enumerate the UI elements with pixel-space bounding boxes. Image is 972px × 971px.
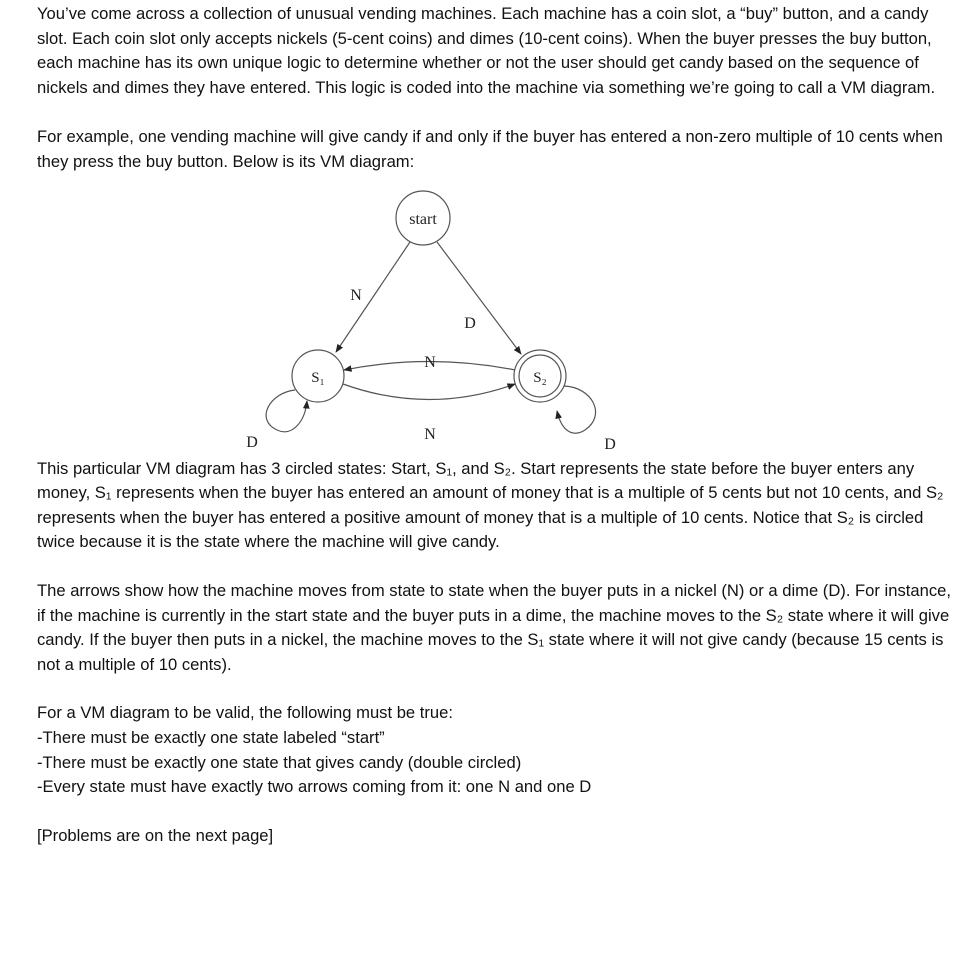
footer-note: [Problems are on the next page]	[37, 825, 274, 845]
vm-diagram-svg	[37, 175, 962, 457]
rule-item-1: -There must be exactly one state labeled “start”	[37, 727, 385, 747]
edge-start-to-s1-label: N	[350, 286, 362, 304]
edge-s2-loop	[557, 386, 596, 433]
edge-s2-to-s1-label: N	[424, 353, 436, 371]
rule-item-2: -There must be exactly one state that gives candy (double circled)	[37, 752, 522, 772]
validity-intro: For a VM diagram to be valid, the following must be true:	[37, 703, 453, 723]
edge-start-to-s2-label: D	[464, 314, 476, 332]
edge-s1-to-s2	[343, 384, 515, 400]
states-description-paragraph: This particular VM diagram has 3 circled states: Start, S₁, and S₂. Start represents the state before the buyer enters any money, S₁ represents when the buyer has entered an amount of money that is a multiple of 5 cents but not 10 cents, and S₂ represents when the buyer has entered a positive amount of money that is a multiple of 10 cents. Notice that S₂ is circled twice because it is the state where the machine will give candy.	[37, 458, 944, 552]
edge-start-to-s2	[437, 242, 521, 354]
edge-start-to-s1	[336, 242, 410, 352]
document-page	[37, 2, 962, 848]
edge-s1-loop-label: D	[246, 433, 258, 451]
arrows-description-paragraph: The arrows show how the machine moves from state to state when the buyer puts in a nickel (N) or a dime (D). For instance, if the machine is currently in the start state and the buyer puts in a dime, the machine moves to the S₂ state where it will give candy. If the buyer then puts in a nickel, the machine moves to the S₁ state where it will not give candy (because 15 cents is not a multiple of 10 cents).	[37, 580, 951, 674]
example-paragraph: For example, one vending machine will give candy if and only if the buyer has entered a non-zero multiple of 10 cents when they press the buy button. Below is its VM diagram:	[37, 127, 943, 171]
state-s2-label: S₂	[533, 369, 547, 386]
intro-paragraph: You’ve come across a collection of unusual vending machines. Each machine has a coin slot, a “buy” button, and a candy slot. Each coin slot only accepts nickels (5-cent coins) and dimes (10-cent coins). When the buyer presses the buy button, each machine has its own unique logic to determine whether or not the user should get candy based on the sequence of nickels and dimes they have entered. This logic is coded into the machine via something we’re going to call a VM diagram.	[37, 4, 936, 97]
edge-s1-to-s2-label: N	[424, 425, 436, 443]
edge-s2-loop-label: D	[604, 435, 616, 453]
rule-item-3: -Every state must have exactly two arrows coming from it: one N and one D	[37, 777, 592, 797]
state-s1-label: S₁	[311, 369, 325, 386]
vm-diagram	[37, 175, 962, 457]
state-start-label: start	[409, 210, 437, 228]
